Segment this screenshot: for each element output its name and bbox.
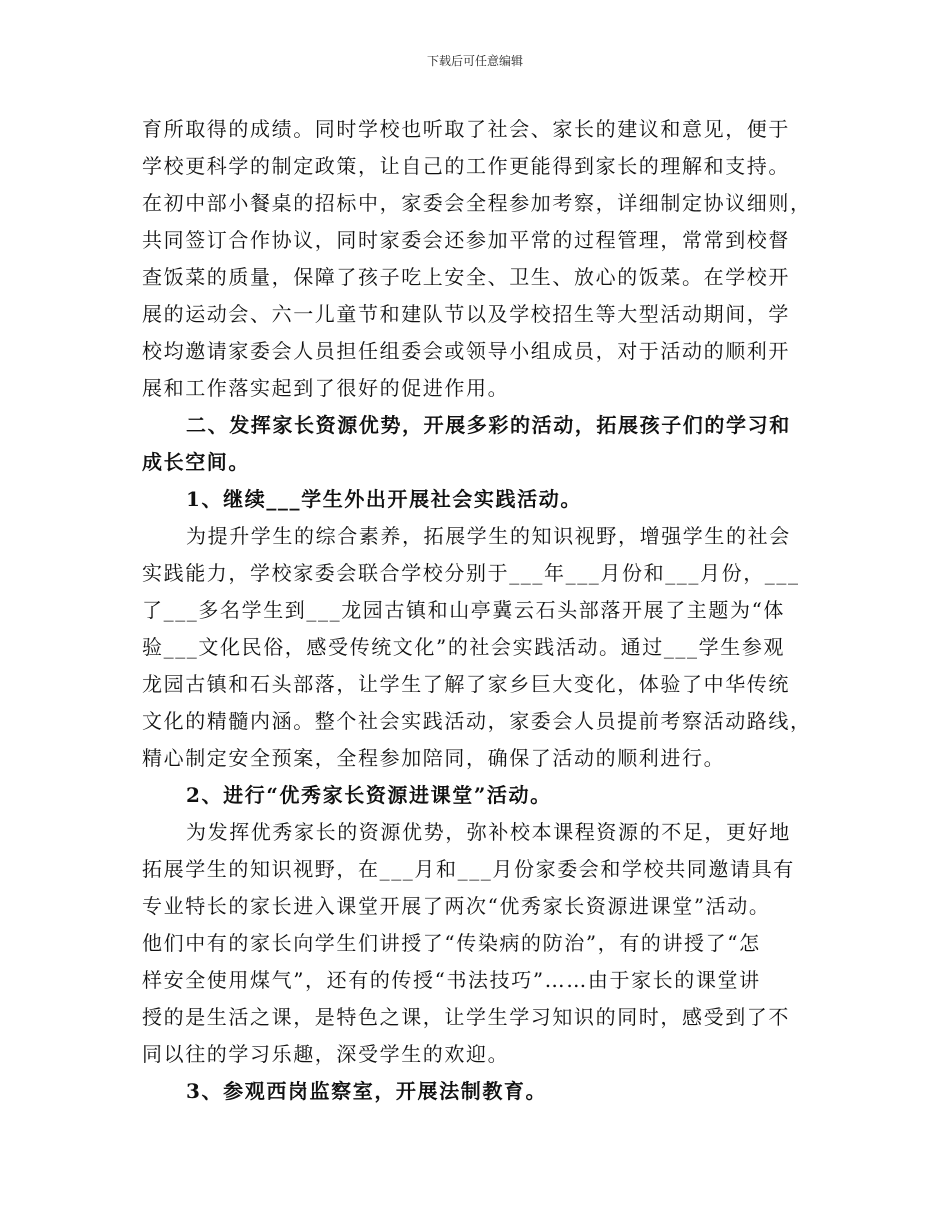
text-line: 他们中有的家长向学生们讲授了“传染病的防治”，有的讲授了“怎 xyxy=(142,931,761,955)
text-line: 查饭菜的质量，保障了孩子吃上安全、卫生、放心的饭菜。在学校开 xyxy=(142,265,790,289)
page-header: 下载后可任意编辑 xyxy=(426,54,523,68)
text-line: 实践能力，学校家委会联合学校分别于___年___月份和___月份，___ xyxy=(142,561,800,585)
text-line: 2、进行“优秀家长资源进课堂”活动。 xyxy=(186,783,552,807)
text-line: 同以往的学习乐趣，深受学生的欢迎。 xyxy=(142,1042,510,1066)
text-line: 专业特长的家长进入课堂开展了两次“优秀家长资源进课堂”活动。 xyxy=(142,894,771,918)
text-line: 在初中部小餐桌的招标中，家委会全程参加考察，详细制定协议细则， xyxy=(142,191,812,215)
text-line: 校均邀请家委会人员担任组委会或领导小组成员，对于活动的顺利开 xyxy=(142,339,790,363)
text-line: 文化的精髓内涵。整个社会实践活动，家委会人员提前考察活动路线， xyxy=(142,709,812,733)
text-line: 样安全使用煤气”，还有的传授“书法技巧”……由于家长的课堂讲 xyxy=(142,968,761,992)
text-line: 展的运动会、六一儿童节和建队节以及学校招生等大型活动期间，学 xyxy=(142,302,790,326)
text-line: 为提升学生的综合素养，拓展学生的知识视野，增强学生的社会 xyxy=(186,524,791,548)
text-line: 了___多名学生到___龙园古镇和山亭冀云石头部落开展了主题为“体 xyxy=(142,598,786,622)
text-line: 展和工作落实起到了很好的促进作用。 xyxy=(142,376,510,400)
text-line: 龙园古镇和石头部落，让学生了解了家乡巨大变化，体验了中华传统 xyxy=(142,672,790,696)
text-line: 为发挥优秀家长的资源优势，弥补校本课程资源的不足，更好地 xyxy=(186,820,791,844)
text-line: 成长空间。 xyxy=(142,450,250,474)
text-line: 共同签订合作协议，同时家委会还参加平常的过程管理，常常到校督 xyxy=(142,228,790,252)
text-line: 授的是生活之课，是特色之课，让学生学习知识的同时，感受到了不 xyxy=(142,1005,790,1029)
text-line: 育所取得的成绩。同时学校也听取了社会、家长的建议和意见，便于 xyxy=(142,117,790,141)
text-line: 学校更科学的制定政策，让自己的工作更能得到家长的理解和支持。 xyxy=(142,154,790,178)
text-line: 3、参观西岗监察室，开展法制教育。 xyxy=(186,1079,548,1103)
text-line: 精心制定安全预案，全程参加陪同，确保了活动的顺利进行。 xyxy=(142,746,726,770)
text-line: 验___文化民俗，感受传统文化”的社会实践活动。通过___学生参观 xyxy=(142,635,786,659)
text-line: 1、继续___学生外出开展社会实践活动。 xyxy=(186,487,582,511)
text-line: 二、发挥家长资源优势，开展多彩的活动，拓展孩子们的学习和 xyxy=(186,413,791,437)
text-line: 拓展学生的知识视野，在___月和___月份家委会和学校共同邀请具有 xyxy=(142,857,795,881)
